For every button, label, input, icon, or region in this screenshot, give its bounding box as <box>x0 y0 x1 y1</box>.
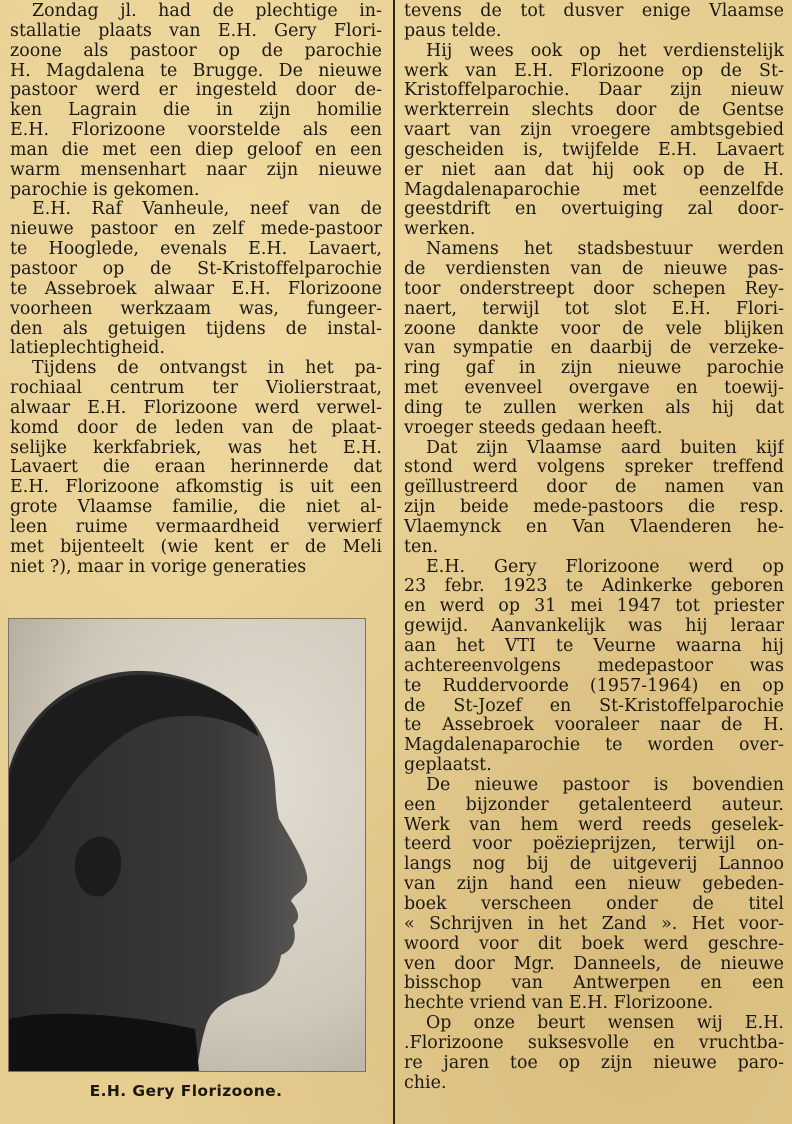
text-line: van sympatie en daarbij de verzeke- <box>404 339 784 359</box>
text-line: Magdalenaparochie te worden over- <box>404 736 784 756</box>
text-line: Vlaemynck en Van Vlaenderen he- <box>404 517 784 537</box>
text-line: man die met een diep geloof en een <box>10 140 382 160</box>
text-line: naert, terwijl tot slot E.H. Flori- <box>404 299 784 319</box>
article-right-column <box>404 2 784 1093</box>
text-line: Kristoffelparochie. Daar zijn nieuw <box>404 81 784 101</box>
text-line: rochiaal centrum ter Violierstraat, <box>10 379 382 399</box>
text-line: ding te zullen werken als hij dat <box>404 398 784 418</box>
article-paragraph <box>10 359 382 577</box>
text-line: bisschop van Antwerpen en een <box>404 974 784 994</box>
portrait-image <box>9 619 365 1071</box>
text-line: E.H. Florizoone voorstelde als een <box>10 121 382 141</box>
text-line: een bijzonder getalenteerd auteur. <box>404 795 784 815</box>
text-line: de verdiensten van de nieuwe pas- <box>404 259 784 279</box>
text-line: tevens de tot dusver enige Vlaamse <box>404 2 784 21</box>
column-divider <box>393 0 395 1124</box>
text-line: te Hooglede, evenals E.H. Lavaert, <box>10 240 382 260</box>
text-line: latieplechtigheid. <box>10 339 165 359</box>
text-line: werkterrein slechts door de Gentse <box>404 101 784 121</box>
text-line: leen ruime vermaardheid verwierf <box>10 517 382 537</box>
text-line: den als getuigen tijdens de instal- <box>10 319 382 339</box>
text-line: paus telde. <box>404 21 502 41</box>
text-line: met bijenteelt (wie kent er de Meli <box>10 537 382 557</box>
text-line: zoone dankte voor de vele blijken <box>404 319 784 339</box>
text-line: parochie is gekomen. <box>10 180 200 200</box>
text-line: ven door Mgr. Danneels, de nieuwe <box>404 954 784 974</box>
text-line: Op onze beurt wensen wij E.H. <box>426 1014 784 1034</box>
text-line: re jaren toe op zijn nieuwe paro- <box>404 1053 784 1073</box>
text-line: ten. <box>404 537 439 557</box>
text-line: stond werd volgens spreker treffend <box>404 458 784 478</box>
article-paragraph <box>404 558 784 776</box>
text-line: ken Lagrain die in zijn homilie <box>10 101 382 121</box>
text-line: zoone als pastoor op de parochie <box>10 41 382 61</box>
text-line: vroeger steeds gedaan heeft. <box>404 418 663 438</box>
text-line: en werd op 31 mei 1947 tot priester <box>404 597 784 617</box>
text-line: pastoor werd er ingesteld door de- <box>10 81 382 101</box>
text-line: De nieuwe pastoor is bovendien <box>426 775 784 795</box>
text-line: voorheen werkzaam was, fungeer- <box>10 299 382 319</box>
text-line: geplaatst. <box>404 756 492 776</box>
text-line: er niet aan dat hij ook op de H. <box>404 160 784 180</box>
text-line: Dat zijn Vlaamse aard buiten kijf <box>426 438 784 458</box>
text-line: alwaar E.H. Florizoone werd verwel- <box>10 398 382 418</box>
text-line: « Schrijven in het Zand ». Het voor- <box>404 914 784 934</box>
text-line: de St-Jozef en St-Kristoffelparochie <box>404 696 784 716</box>
article-left-column <box>10 2 382 577</box>
text-line: 23 febr. 1923 te Adinkerke geboren <box>404 577 784 597</box>
article-paragraph <box>404 776 784 1014</box>
text-line: van zijn hand een nieuw gebeden- <box>404 875 784 895</box>
text-line: werk van E.H. Florizoone op de St- <box>404 61 784 81</box>
article-paragraph <box>404 240 784 438</box>
article-paragraph <box>10 200 382 359</box>
text-line: boek verscheen onder de titel <box>404 894 784 914</box>
text-line: toor onderstreept door schepen Rey- <box>404 279 784 299</box>
text-line: ring gaf in zijn nieuwe parochie <box>404 359 784 379</box>
article-paragraph <box>404 439 784 558</box>
text-line: geestdrift en overtuiging zal door- <box>404 200 784 220</box>
text-line: gewijd. Aanvankelijk was hij leraar <box>404 617 784 637</box>
text-line: chie. <box>404 1073 447 1093</box>
text-line: langs nog bij de uitgeverij Lannoo <box>404 855 784 875</box>
article-paragraph <box>404 1014 784 1093</box>
text-line: stallatie plaats van E.H. Gery Flori- <box>10 21 382 41</box>
text-line: aan het VTI te Veurne waarna hij <box>404 637 784 656</box>
text-line: nieuwe pastoor en zelf mede-pastoor <box>10 220 382 240</box>
text-line: warm mensenhart naar zijn nieuwe <box>10 160 382 180</box>
text-line: Zondag jl. had de plechtige in- <box>32 2 382 21</box>
text-line: te Assebroek vooraleer naar de H. <box>404 716 784 736</box>
article-paragraph <box>404 2 784 42</box>
text-line: pastoor op de St-Kristoffelparochie <box>10 259 382 279</box>
text-line: .Florizoone suksesvolle en vruchtba- <box>404 1033 784 1053</box>
text-line: komd door de leden van de plaat- <box>10 418 382 438</box>
text-line: selijke kerkfabriek, was het E.H. <box>10 438 382 458</box>
text-line: hechte vriend van E.H. Florizoone. <box>404 994 714 1014</box>
article-paragraph <box>404 42 784 240</box>
text-line: teerd voor poëzieprijzen, terwijl on- <box>404 835 784 855</box>
text-line: vaart van zijn vroegere ambtsgebied <box>404 121 784 141</box>
text-line: werken. <box>404 220 476 240</box>
article-paragraph <box>10 2 382 200</box>
text-line: E.H. Raf Vanheule, neef van de <box>32 200 382 220</box>
text-line: Namens het stadsbestuur werden <box>426 240 784 260</box>
text-line: Lavaert die eraan herinnerde dat <box>10 458 382 478</box>
portrait-photo <box>8 618 366 1072</box>
text-line: woord voor dit boek werd geschre- <box>404 934 784 954</box>
text-line: zijn beide mede-pastoors die resp. <box>404 498 784 518</box>
text-line: Magdalenaparochie met eenzelfde <box>404 180 784 200</box>
text-line: gescheiden is, twijfelde E.H. Lavaert <box>404 140 784 160</box>
text-line: geïllustreerd door de namen van <box>404 478 784 498</box>
photo-caption: E.H. Gery Florizoone. <box>89 1082 283 1100</box>
text-line: Werk van hem werd reeds geselek- <box>404 815 784 835</box>
text-line: niet ?), maar in vorige generaties <box>10 557 307 577</box>
text-line: te Assebroek alwaar E.H. Florizoone <box>10 279 382 299</box>
text-line: met evenveel overgave en toewij- <box>404 379 784 399</box>
text-line: E.H. Gery Florizoone werd op <box>426 557 784 577</box>
text-line: H. Magdalena te Brugge. De nieuwe <box>10 61 382 81</box>
text-line: achtereenvolgens medepastoor was <box>404 656 784 676</box>
text-line: Hij wees ook op het verdienstelijk <box>426 41 784 61</box>
text-line: grote Vlaamse familie, die niet al- <box>10 498 382 518</box>
text-line: E.H. Florizoone afkomstig is uit een <box>10 478 382 498</box>
text-line: Tijdens de ontvangst in het pa- <box>32 359 382 379</box>
text-line: te Ruddervoorde (1957-1964) en op <box>404 676 784 696</box>
